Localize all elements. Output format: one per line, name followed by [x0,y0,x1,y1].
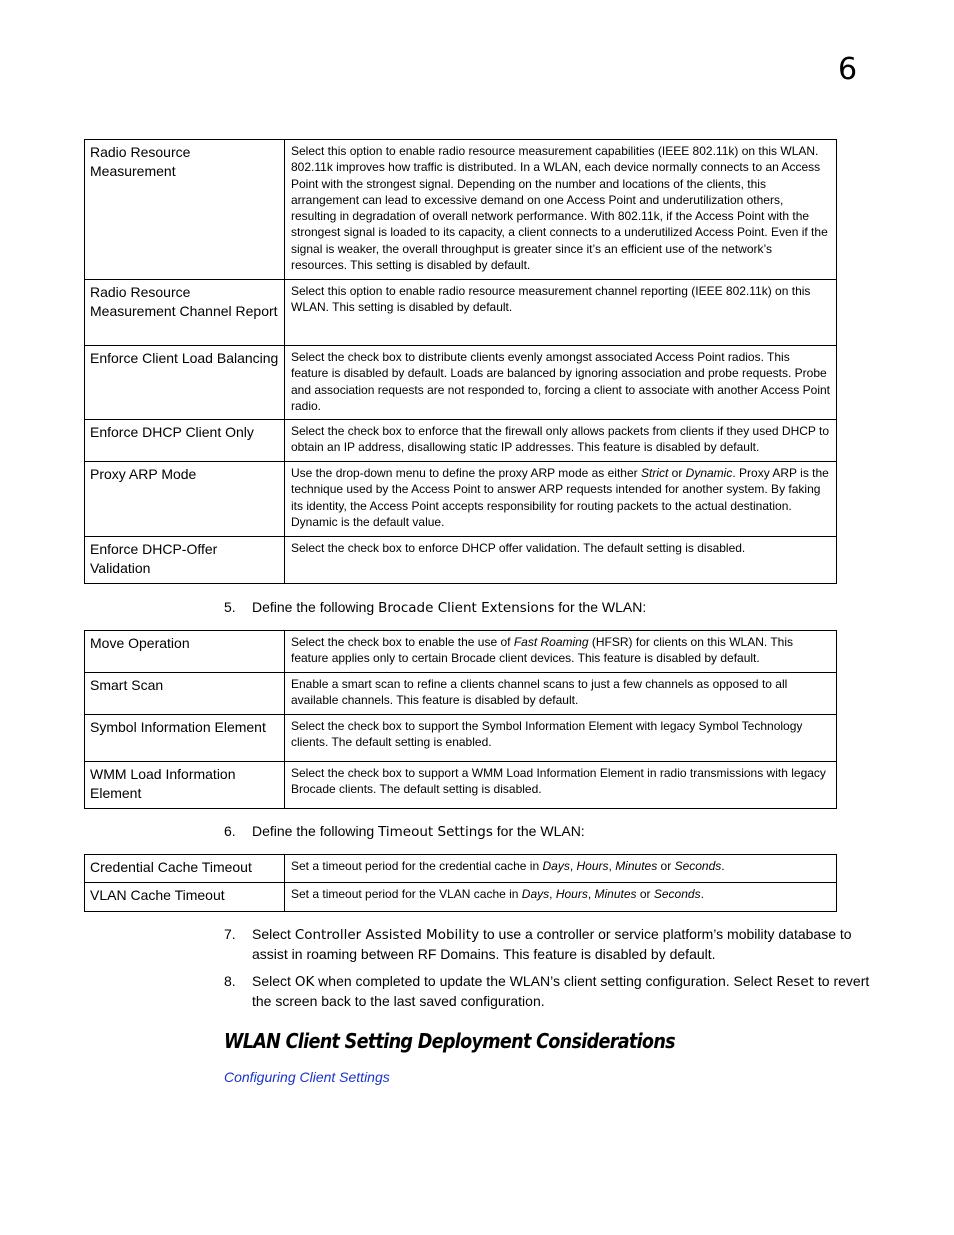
desc-text: . [721,859,725,873]
param-description: Select the check box to support a WMM Load Information Element in radio transmissions with legacy Brocade clients. The default setting is disabled. [285,762,837,809]
step-5 [224,598,874,618]
desc-emphasis: Days [521,887,550,901]
desc-emphasis: Hours [576,859,609,873]
desc-text: or [657,859,675,873]
table-row [85,462,837,537]
param-name: Enforce Client Load Balancing [85,346,285,420]
param-description: Enable a smart scan to refine a clients channel scans to just a few channels as opposed to all available channels. This feature is disabled by default. [285,673,837,715]
desc-text: , [587,887,595,901]
param-description: Select the check box to support the Symbol Information Element with legacy Symbol Technology clients. The default setting is enabled. [285,715,837,762]
param-name: Move Operation [85,631,285,673]
table-row [85,883,837,912]
param-description: Select this option to enable radio resource measurement capabilities (IEEE 802.11k) on this WLAN. 802.11k improves how traffic is distributed. In a WLAN, each device normally connects to an Access Point with the strongest signal. Depending on the number and locations of the clients, this arrangement can lead to excessive demand on one Access Point and underutilization others, resulting in degradation of overall network performance. With 802.11k, if the Access Point with the strongest signal is loaded to its capacity, a client connects to a underutilized Access Point. Even if the signal is weaker, the overall throughput is greater since it’s an efficient use of the network’s resources. This setting is disabled by default. [285,140,837,280]
step-8 [224,972,874,1011]
table-row [85,855,837,883]
table-row [85,420,837,462]
step-text: to revert the screen back to the last saved configuration. [252,973,870,1009]
desc-text: or [668,466,686,480]
desc-text: Set a timeout period for the credential cache in [291,859,543,873]
ui-term: Reset [776,974,815,990]
param-name: Smart Scan [85,673,285,715]
desc-text: Use the drop-down menu to define the proxy ARP mode as either [291,466,641,480]
param-description [285,462,837,537]
param-name: VLAN Cache Timeout [85,883,285,912]
step-number: 7. [224,926,236,942]
desc-emphasis: Dynamic [685,466,733,480]
table-row [85,280,837,346]
desc-text: . [700,887,704,901]
param-name: Credential Cache Timeout [85,855,285,883]
step-text: to use a controller or service platform’s mobility database to assist in roaming between RF Domains. This feature is disabled by default. [252,926,852,962]
table-row [85,346,837,420]
desc-text: , [608,859,616,873]
table-row [85,140,837,280]
step-6 [224,822,874,842]
step-text: Select [252,973,295,989]
ui-term: Brocade Client Extensions [378,600,555,616]
param-description: Select the check box to distribute clients evenly amongst associated Access Point radios. This feature is disabled by default. Loads are balanced by ignoring association and probe requests. Probe and association requests are not responded to, forcing a client to associate with another Access Point radio. [285,346,837,420]
step-number: 8. [224,973,236,989]
configuring-client-settings-link[interactable]: Configuring Client Settings [224,1069,390,1085]
desc-text: , [549,887,556,901]
brocade-extensions-table [84,630,837,809]
desc-text: Select the check box to enable the use of [291,635,514,649]
table-row [85,673,837,715]
param-name: Radio Resource Measurement [85,140,285,280]
desc-text: . Proxy ARP is the technique used by the Access Point to answer ARP requests intended for another system. By faking its identity, the Access Point accepts responsibility for routing packets to the actual destination. Dynamic is the default value. [291,466,829,529]
desc-emphasis: Minutes [615,859,658,873]
step-number: 6. [224,823,236,839]
param-description: Select the check box to enforce that the firewall only allows packets from clients if they used DHCP to obtain an IP address, disallowing static IP addresses. This feature is disabled by default. [285,420,837,462]
section-heading: WLAN Client Setting Deployment Considerations [224,1029,675,1053]
desc-emphasis: Seconds [653,887,701,901]
desc-text: (HFSR) for clients on this WLAN. This feature applies only to certain Brocade client devices. This feature is disabled by default. [291,635,794,666]
desc-emphasis: Days [542,859,570,873]
desc-text: , [569,859,577,873]
step-text: Define the following [252,599,379,615]
table-row [85,715,837,762]
param-description [285,855,837,883]
table-row [85,537,837,584]
param-description: Select the check box to enforce DHCP offer validation. The default setting is disabled. [285,537,837,584]
table-row [85,762,837,809]
param-name: Radio Resource Measurement Channel Report [85,280,285,346]
timeout-settings-table [84,854,837,912]
ui-term: Controller Assisted Mobility [294,927,480,943]
desc-emphasis: Hours [555,887,588,901]
param-description [285,883,837,912]
step-text: Select [252,926,295,942]
ui-term: OK [294,974,315,990]
desc-emphasis: Seconds [674,859,722,873]
chapter-number: 6 [838,52,858,87]
step-text: for the WLAN: [554,599,647,615]
step-7 [224,925,874,964]
param-description: Select this option to enable radio resource measurement channel reporting (IEEE 802.11k) on this WLAN. This setting is disabled by default. [285,280,837,346]
desc-emphasis: Minutes [594,887,637,901]
step-text: when completed to update the WLAN’s client setting configuration. Select [314,973,777,989]
step-text: Define the following [252,823,379,839]
client-settings-table [84,139,837,584]
desc-emphasis: Fast Roaming [513,635,589,649]
ui-term: Timeout Settings [378,824,493,840]
step-number: 5. [224,599,236,615]
desc-emphasis: Strict [640,466,669,480]
desc-text: Set a timeout period for the VLAN cache in [291,887,522,901]
desc-text: or [636,887,654,901]
param-name: Proxy ARP Mode [85,462,285,537]
table-row [85,631,837,673]
param-name: WMM Load Information Element [85,762,285,809]
param-description [285,631,837,673]
step-text: for the WLAN: [492,823,585,839]
param-name: Enforce DHCP-Offer Validation [85,537,285,584]
param-name: Symbol Information Element [85,715,285,762]
param-name: Enforce DHCP Client Only [85,420,285,462]
